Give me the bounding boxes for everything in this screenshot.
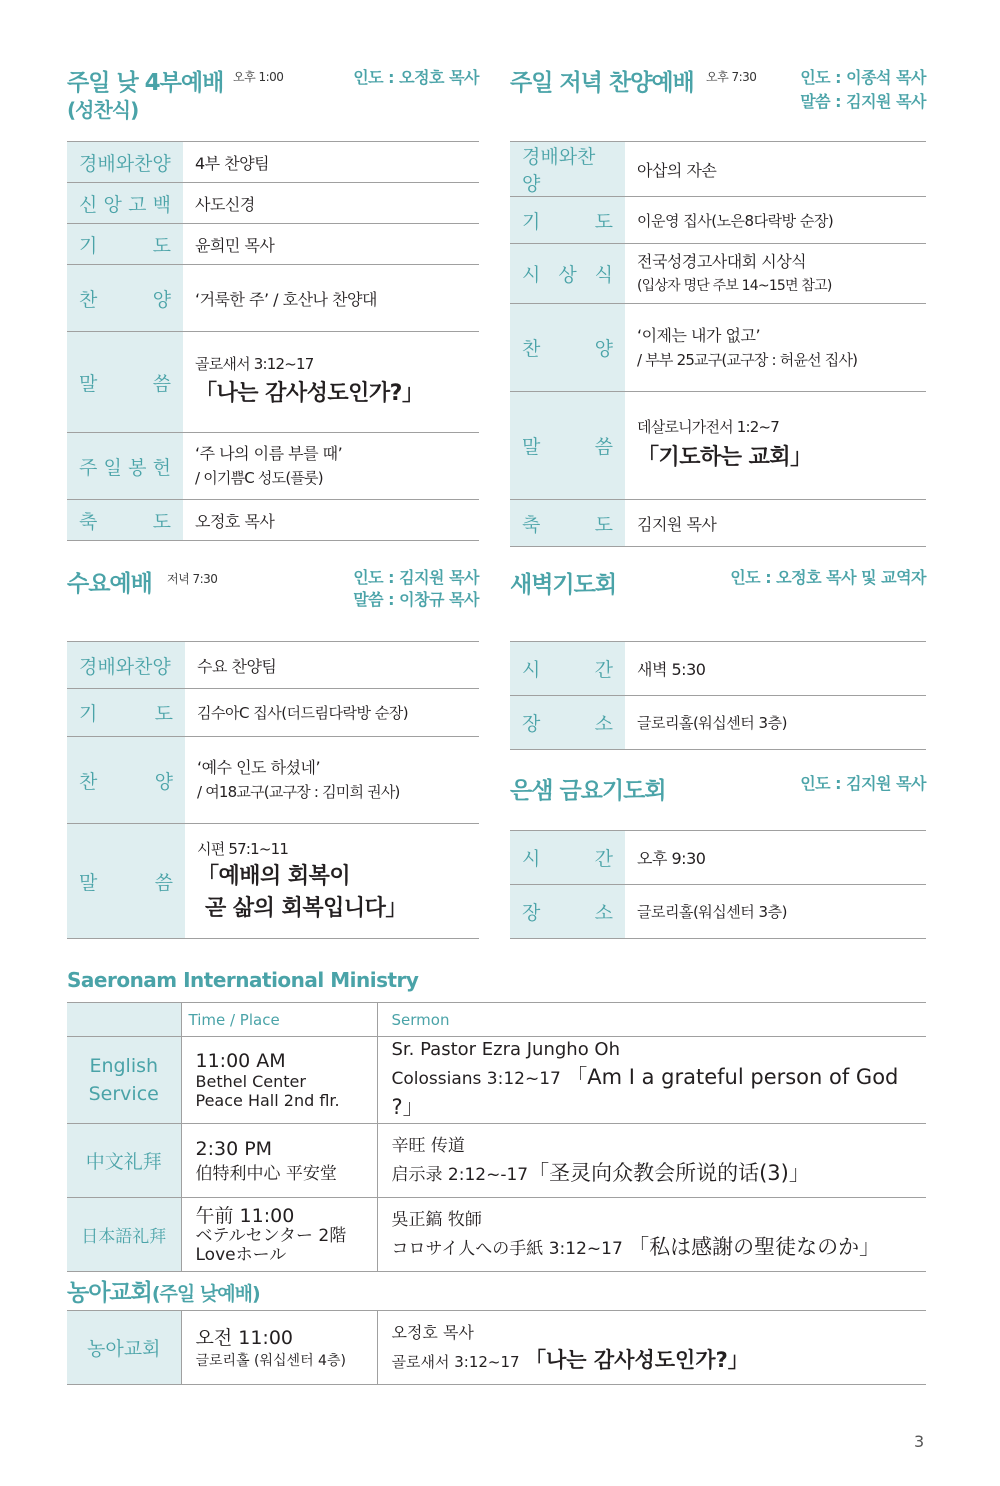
order-label: 말 씀 (67, 824, 185, 939)
time-place: 午前 11:00 ベテルセンター 2階 Loveホール (181, 1198, 377, 1272)
sermon-info: Sr. Pastor Ezra Jungho Oh Colossians 3:12~17 「Am I a grateful person of God ?」 (391, 1039, 899, 1119)
scripture-reference: 골로새서 3:12~17 (195, 355, 314, 373)
order-value: 김지원 목사 (637, 514, 717, 534)
page-number: 3 (914, 1432, 925, 1451)
order-row (67, 689, 479, 737)
dawn-leader: 인도 : 오정호 목사 및 교역자 (730, 568, 926, 587)
wednesday-preacher: 말씀 : 이창규 목사 (353, 590, 479, 609)
friday-table (510, 830, 926, 939)
order-row (67, 224, 479, 265)
info-label: 장 소 (510, 696, 625, 750)
sermon-cell (625, 392, 926, 500)
info-label: 시 간 (510, 642, 625, 696)
sermon-cell (183, 332, 479, 433)
order-row (510, 142, 926, 197)
sermon-title-line2: 곧 삶의 회복입니다」 (205, 896, 407, 921)
sermon-info: 辛旺 传道 启示录 2:12~-17「圣灵向众教会所说的话(3)」 (391, 1135, 810, 1185)
international-table (67, 1002, 926, 1272)
scripture-reference: 데살로니가전서 1:2~7 (637, 417, 780, 436)
sunday4-leader: 인도 : 오정호 목사 (353, 68, 479, 87)
order-value: 전국성경고사대회 시상식 (입상자 명단 주보 14~15면 참고) (637, 251, 832, 294)
dawn-table (510, 641, 926, 750)
dawn-title: 새벽기도회 (510, 572, 617, 598)
evening-order-table (510, 141, 926, 547)
order-value: 수요 찬양팀 (197, 656, 277, 676)
order-label: 주 일 봉 헌 (67, 433, 183, 500)
order-row (510, 500, 926, 547)
service-name: 농아교회 (67, 1311, 181, 1385)
friday-title: 은샘 금요기도회 (510, 778, 666, 804)
order-row (67, 183, 479, 224)
wednesday-time: 저녁 7:30 (167, 572, 218, 586)
order-row (67, 433, 479, 500)
sermon-title: 「나는 감사성도인가?」 (195, 381, 424, 406)
order-label: 시 상 식 (510, 244, 625, 304)
info-label: 장 소 (510, 885, 625, 939)
dawn-header (510, 566, 926, 606)
order-label: 말 씀 (510, 392, 625, 500)
evening-header (510, 64, 926, 116)
order-row (67, 642, 479, 689)
sermon-info: 오정호 목사 골로새서 3:12~17 「나는 감사성도인가?」 (391, 1322, 749, 1372)
table-row (67, 1124, 926, 1198)
order-value: 4부 찬양팀 (195, 153, 270, 173)
scripture-reference: 시편 57:1~11 (197, 840, 289, 858)
evening-title: 주일 저녁 찬양예배 (510, 70, 694, 96)
info-row (510, 885, 926, 939)
order-row (67, 332, 479, 433)
column-header-time: Time / Place (181, 1003, 377, 1037)
time-place: 11:00 AM Bethel Center Peace Hall 2nd flr. (181, 1037, 377, 1124)
sermon-title-line1: 「예배의 회복이 (197, 864, 351, 889)
order-value: ‘이제는 내가 없고’ / 부부 25교구(교구장 : 허윤선 집사) (637, 325, 858, 369)
wednesday-leader: 인도 : 김지원 목사 (353, 568, 479, 587)
table-row (67, 1198, 926, 1272)
wednesday-order-table (67, 641, 479, 939)
evening-preacher: 말씀 : 김지원 목사 (800, 92, 926, 111)
info-value: 새벽 5:30 (637, 660, 706, 679)
order-value: 아삽의 자손 (637, 160, 717, 180)
order-value: 이운영 집사(노은8다락방 순장) (637, 211, 834, 230)
info-label: 시 간 (510, 831, 625, 885)
order-row (510, 197, 926, 244)
deaf-church-title: 농아교회 (67, 1280, 152, 1306)
sunday4-title: 주일 낮 4부예배 (67, 70, 224, 96)
sunday4-header (67, 64, 479, 124)
order-label: 경배와찬양 (67, 642, 185, 689)
info-value: 글로리홀(워십센터 3층) (637, 903, 787, 921)
info-value: 오후 9:30 (637, 849, 706, 868)
order-row (67, 500, 479, 541)
order-value: 윤희민 목사 (195, 235, 275, 255)
order-value: ‘주 나의 이름 부를 때’ / 이기쁨C 성도(플룻) (195, 444, 343, 487)
service-name: 中文礼拜 (67, 1124, 181, 1198)
deaf-church-table (67, 1310, 926, 1385)
table-row (67, 1037, 926, 1124)
table-row (67, 1311, 926, 1385)
service-name: 日本語礼拜 (67, 1198, 181, 1272)
order-label: 기 도 (510, 197, 625, 244)
order-label: 기 도 (67, 689, 185, 737)
order-value: 오정호 목사 (195, 511, 275, 531)
deaf-church-subtitle: (주일 낮예배) (151, 1283, 260, 1305)
order-label: 경배와찬양 (510, 142, 625, 197)
friday-header (510, 772, 926, 812)
order-label: 축 도 (510, 500, 625, 547)
order-label: 말 씀 (67, 332, 183, 433)
order-label: 축 도 (67, 500, 183, 541)
order-label: 신 앙 고 백 (67, 183, 183, 224)
evening-leader: 인도 : 이종석 목사 (800, 68, 926, 87)
time-place: 2:30 PM 伯特利中心 平安堂 (181, 1124, 377, 1198)
info-value: 글로리홀(워십센터 3층) (637, 714, 787, 732)
sunday4-subtitle: (성찬식) (67, 98, 139, 122)
time-place: 오전 11:00 글로리홀 (워십센터 4층) (181, 1311, 377, 1385)
wednesday-title: 수요예배 (67, 571, 152, 597)
sermon-title: 「기도하는 교회」 (637, 444, 812, 470)
sermon-cell (185, 824, 479, 939)
column-header-sermon: Sermon (391, 1010, 450, 1029)
info-row (510, 696, 926, 750)
order-row (67, 824, 479, 939)
order-row (67, 142, 479, 183)
table-header-row (67, 1003, 926, 1037)
international-title: Saeronam International Ministry (67, 968, 419, 992)
order-value: 사도신경 (195, 194, 255, 214)
order-label: 찬 양 (67, 737, 185, 824)
order-row (510, 304, 926, 392)
service-name: English Service (67, 1037, 181, 1124)
order-row (67, 737, 479, 824)
info-row (510, 831, 926, 885)
order-row (510, 392, 926, 500)
wednesday-header (67, 565, 479, 615)
order-row (67, 265, 479, 332)
order-row (510, 244, 926, 304)
order-value: ‘거룩한 주’ / 호산나 찬양대 (195, 289, 377, 309)
friday-leader: 인도 : 김지원 목사 (800, 774, 926, 793)
deaf-church-header (67, 1274, 260, 1307)
sermon-info: 吳正鎬 牧師 コロサイ人への手紙 3:12~17 「私は感謝の聖徒なのか」 (391, 1209, 881, 1259)
info-row (510, 642, 926, 696)
order-label: 찬 양 (510, 304, 625, 392)
order-value: ‘예수 인도 하셨네’ / 여18교구(교구장 : 김미희 권사) (197, 758, 400, 801)
order-value: 김수아C 집사(더드림다락방 순장) (197, 704, 409, 722)
evening-time: 오후 7:30 (706, 70, 757, 84)
order-label: 경배와찬양 (67, 142, 183, 183)
sunday4-time: 오후 1:00 (233, 70, 284, 84)
order-label: 찬 양 (67, 265, 183, 332)
sunday4-order-table (67, 141, 479, 541)
order-label: 기 도 (67, 224, 183, 265)
